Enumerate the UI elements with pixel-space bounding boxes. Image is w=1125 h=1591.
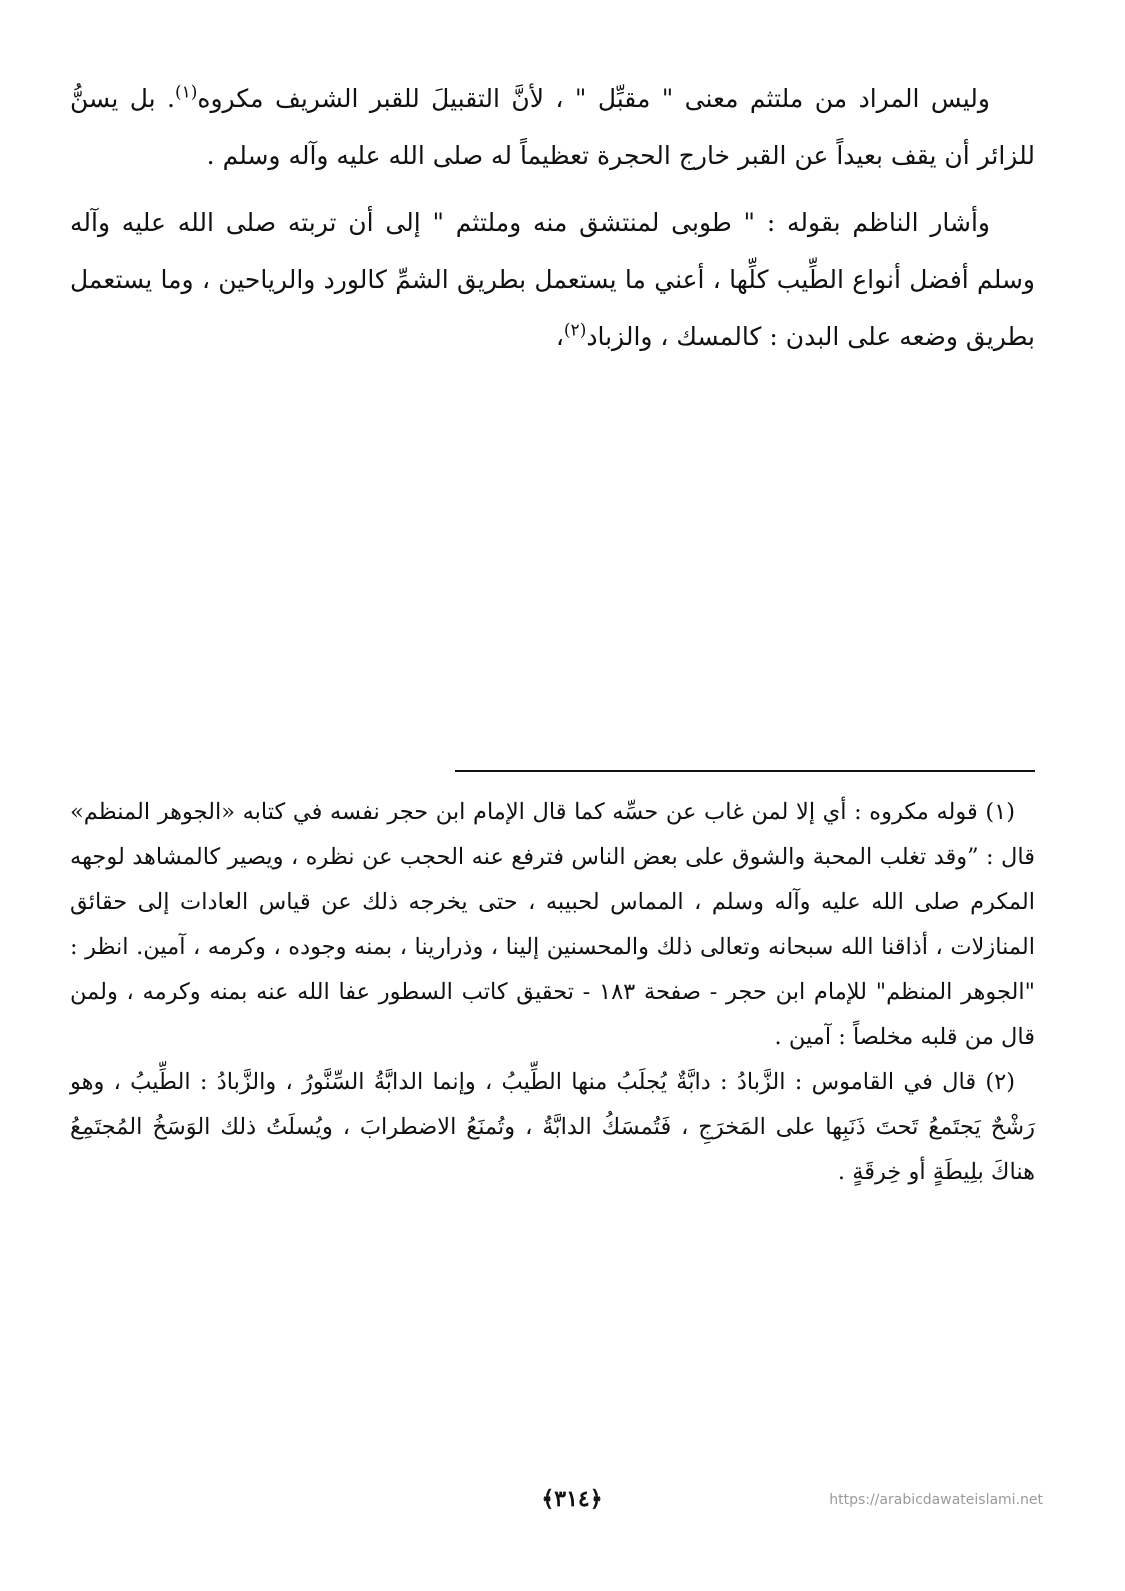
main-paragraph-2-text: وأشار الناظم بقوله : " طوبى لمنتشق منه وملتثم " إلى أن تربته صلى الله عليه وآله وسلم أفضل أنواع الطِّيب كلِّها ، أعني ما يستعمل بطريق الشمِّ كالورد والرياحين ، وما يستعمل بطريق وضعه على البدن : كالمسك ، والزباد	[70, 208, 1035, 351]
page-number: ﴿٣١٤﴾	[541, 1486, 603, 1512]
main-paragraph-1-text: وليس المراد من ملتثم معنى " مقبِّل " ، لأنَّ التقبيلَ للقبر الشريف مكروه	[197, 84, 990, 113]
watermark-url: https://arabicdawateislami.net	[829, 1492, 1043, 1508]
footnote-separator	[455, 770, 1035, 772]
main-paragraph-2	[70, 194, 1035, 365]
footnote-2: (٢) قال في القاموس : الزَّبادُ : دابَّةٌ يُجلَبُ منها الطِّيبُ ، وإنما الدابَّةُ السِّنَّورُ ، والزَّبادُ : الطِّيبُ ، وهو رَشْحٌ يَجتَمعُ تَحتَ ذَنَبِها على المَخرَجِ ، فَتُمسَكُ الدابَّةُ ، وتُمنَعُ الاضطرابَ ، ويُسلَتُ ذلك الوَسَخُ المُجتَمِعُ هناكَ بلِيطَةٍ أو خِرقَةٍ .	[70, 1069, 1035, 1185]
main-paragraph-1-text-after: . بل يسنُّ للزائر أن يقف بعيداً عن القبر خارج الحجرة تعظيماً له صلى الله عليه وآله وسلم .	[70, 84, 1035, 170]
main-paragraph-2-text-after: ،	[555, 322, 564, 351]
footnote-1: (١) قوله مكروه : أي إلا لمن غاب عن حسِّه كما قال الإمام ابن حجر نفسه في كتابه «الجوهر المنظم» قال : ”وقد تغلب المحبة والشوق على بعض الناس فترفع عنه الحجب عن نظره ، ويصير كالمشاهد لوجهه المكرم صلى الله عليه وآله وسلم ، المماس لحبيبه ، حتى يخرجه ذلك عن قياس العادات إلى حقائق المنازلات ، أذاقنا الله سبحانه وتعالى ذلك والمحسنين إلينا ، وذرارينا ، بمنه وجوده ، وكرمه ، آمين. انظر : "الجوهر المنظم" للإمام ابن حجر - صفحة ١٨٣ - تحقيق كاتب السطور عفا الله عنه بمنه وكرمه ، ولمن قال من قلبه مخلصاً : آمين .	[70, 799, 1036, 1050]
main-paragraph-1	[70, 70, 1035, 184]
main-text	[70, 70, 1035, 365]
footnotes	[70, 790, 1035, 1195]
footnote-ref-2: (٢)	[563, 320, 587, 341]
footnote-ref-1: (١)	[174, 82, 198, 103]
